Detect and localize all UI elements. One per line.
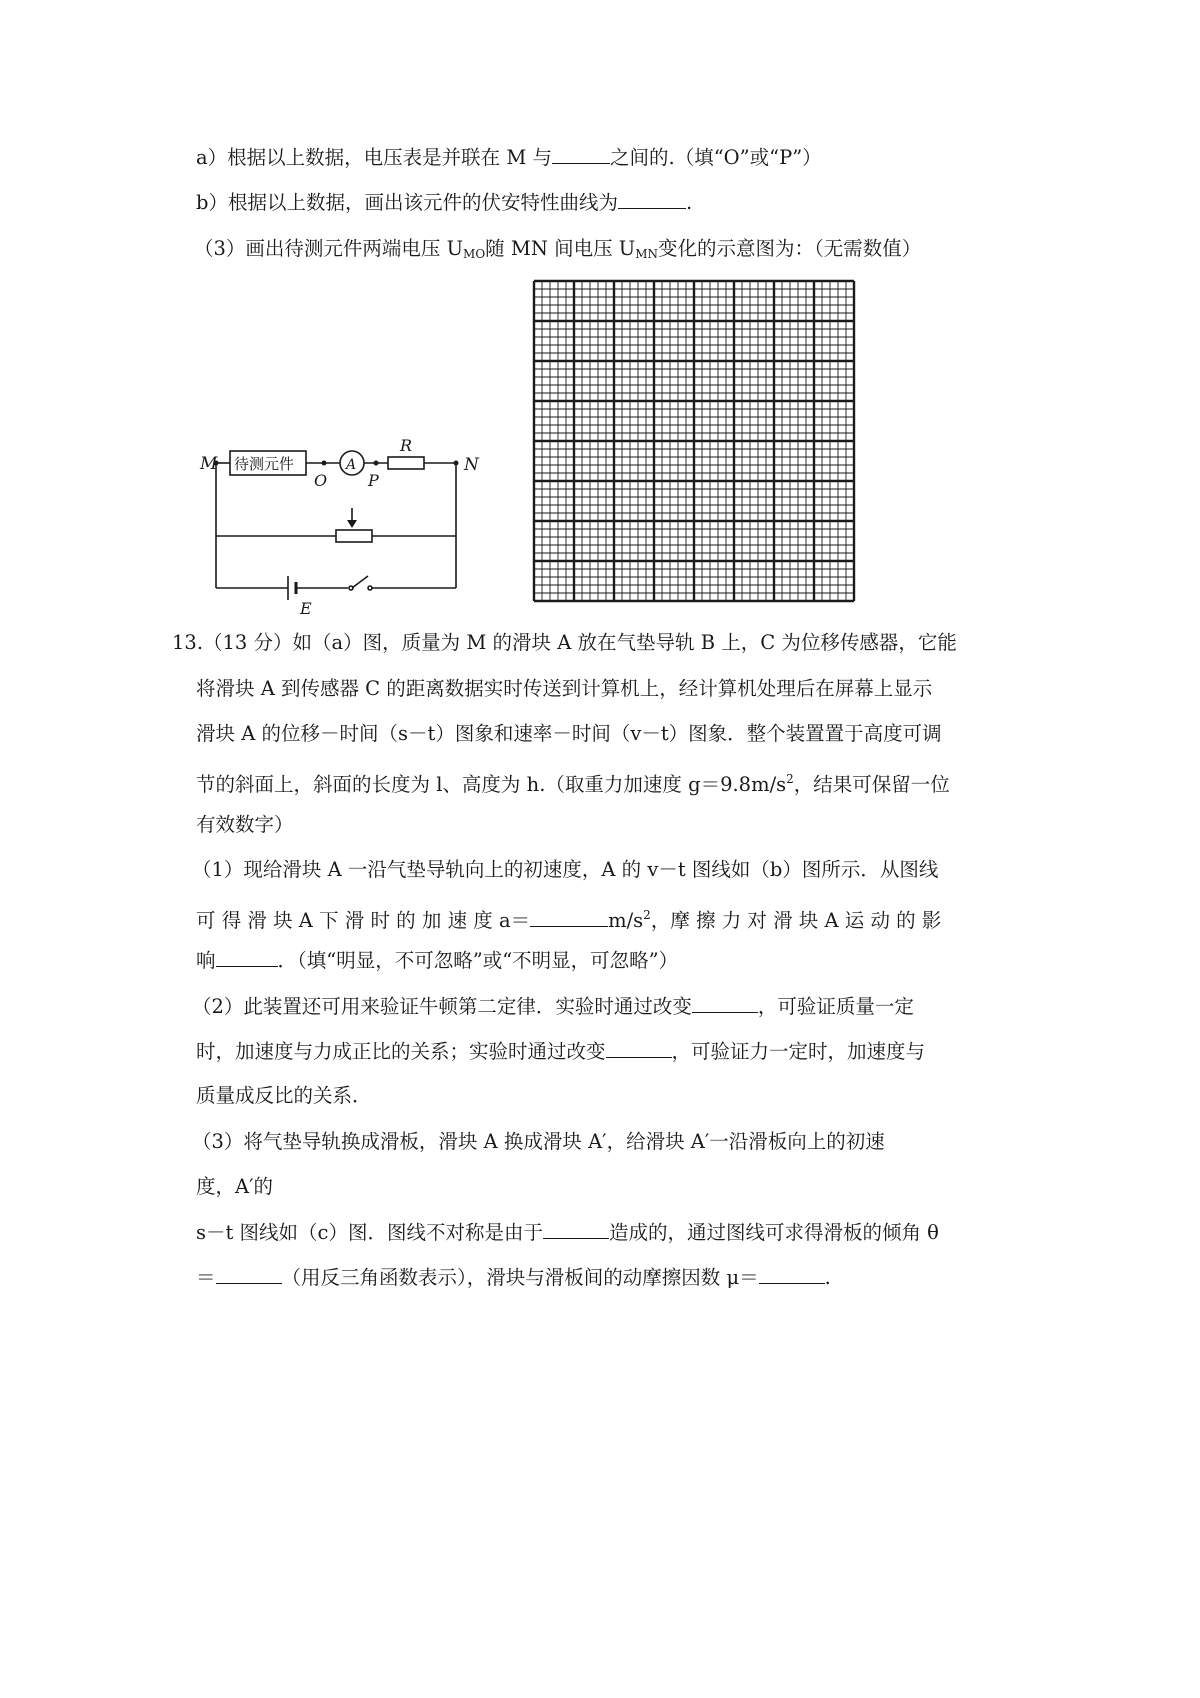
- q13-part2-line-2: 时，加速度与力成正比的关系；实验时通过改变 ，可验证力一定时，加速度与: [196, 1040, 926, 1063]
- q13-part2-line-3: 质量成反比的关系．: [196, 1084, 372, 1107]
- node-m-label: M: [200, 454, 218, 474]
- q13-intro-line-1: 13.（13 分）如（a）图，质量为 M 的滑块 A 放在气垫导轨 B 上，C 为位移传感器，它能: [172, 631, 957, 654]
- answer-blank[interactable]: [216, 1264, 282, 1284]
- q13-part2-line-1: （2）此装置还可用来验证牛顿第二定律．实验时通过改变 ，可验证质量一定: [192, 995, 914, 1018]
- q13-intro-line-2: 将滑块 A 到传感器 C 的距离数据实时传送到计算机上，经计算机处理后在屏幕上显示: [196, 677, 933, 700]
- answer-blank[interactable]: [543, 1219, 609, 1239]
- node-p-label: P: [368, 471, 379, 490]
- q13-part1-line-3: 响 ．（填“明显，不可忽略”或“不明显，可忽略”）: [196, 949, 679, 972]
- q13-part1-line-1: （1）现给滑块 A 一沿气垫导轨向上的初速度，A 的 v－t 图线如（b）图所示．从图线: [192, 858, 939, 881]
- answer-blank[interactable]: [530, 907, 608, 927]
- q13-part3-line-4: ＝ （用反三角函数表示），滑块与滑板间的动摩擦因数 μ＝ .: [196, 1266, 831, 1289]
- ammeter-label: A: [346, 457, 357, 473]
- q13-part3-line-3: s－t 图线如（c）图．图线不对称是由于 造成的，通过图线可求得滑板的倾角 θ: [196, 1221, 939, 1244]
- question-part-a: a）根据以上数据，电压表是并联在 M 与 之间的.（填“O”或“P”）: [196, 146, 822, 169]
- q13-intro-line-4: 节的斜面上，斜面的长度为 l、高度为 h.（取重力加速度 $g=9.8m/s^2$，结果可保留一位: [196, 772, 950, 796]
- q13-part1-line-2: 可 得 滑 块 A 下 滑 时 的 加 速 度 $a= m/s^2$，摩 擦 力 对 滑 块 A 运 动 的 影: [196, 908, 942, 932]
- answer-blank[interactable]: [606, 1038, 672, 1058]
- q13-part3-line-1: （3）将气垫导轨换成滑板，滑块 A 换成滑块 A′，给滑块 A′一沿滑板向上的初速: [192, 1130, 885, 1153]
- node-n-label: N: [464, 455, 479, 475]
- battery-label: E: [300, 599, 312, 618]
- answer-blank[interactable]: [692, 993, 758, 1013]
- resistor-label: R: [400, 436, 413, 455]
- test-component-label: 待测元件: [234, 455, 295, 473]
- node-o-label: O: [314, 471, 328, 490]
- q13-intro-line-5: 有效数字）: [196, 813, 294, 836]
- question-part-3-sketch: （3）画出待测元件两端电压 $U_{MO}$随 MN 间电压 $U_{MN}$变化的示意图为：（无需数值）: [194, 237, 922, 261]
- question-part-b: b）根据以上数据，画出该元件的伏安特性曲线为 .: [196, 191, 693, 214]
- answer-blank[interactable]: [216, 947, 278, 967]
- q13-intro-line-3: 滑块 A 的位移－时间（s－t）图象和速率－时间（v－t）图象．整个装置置于高度可调: [196, 722, 942, 745]
- q13-part3-line-2: 度，A′的: [196, 1175, 274, 1198]
- answer-blank[interactable]: [759, 1264, 825, 1284]
